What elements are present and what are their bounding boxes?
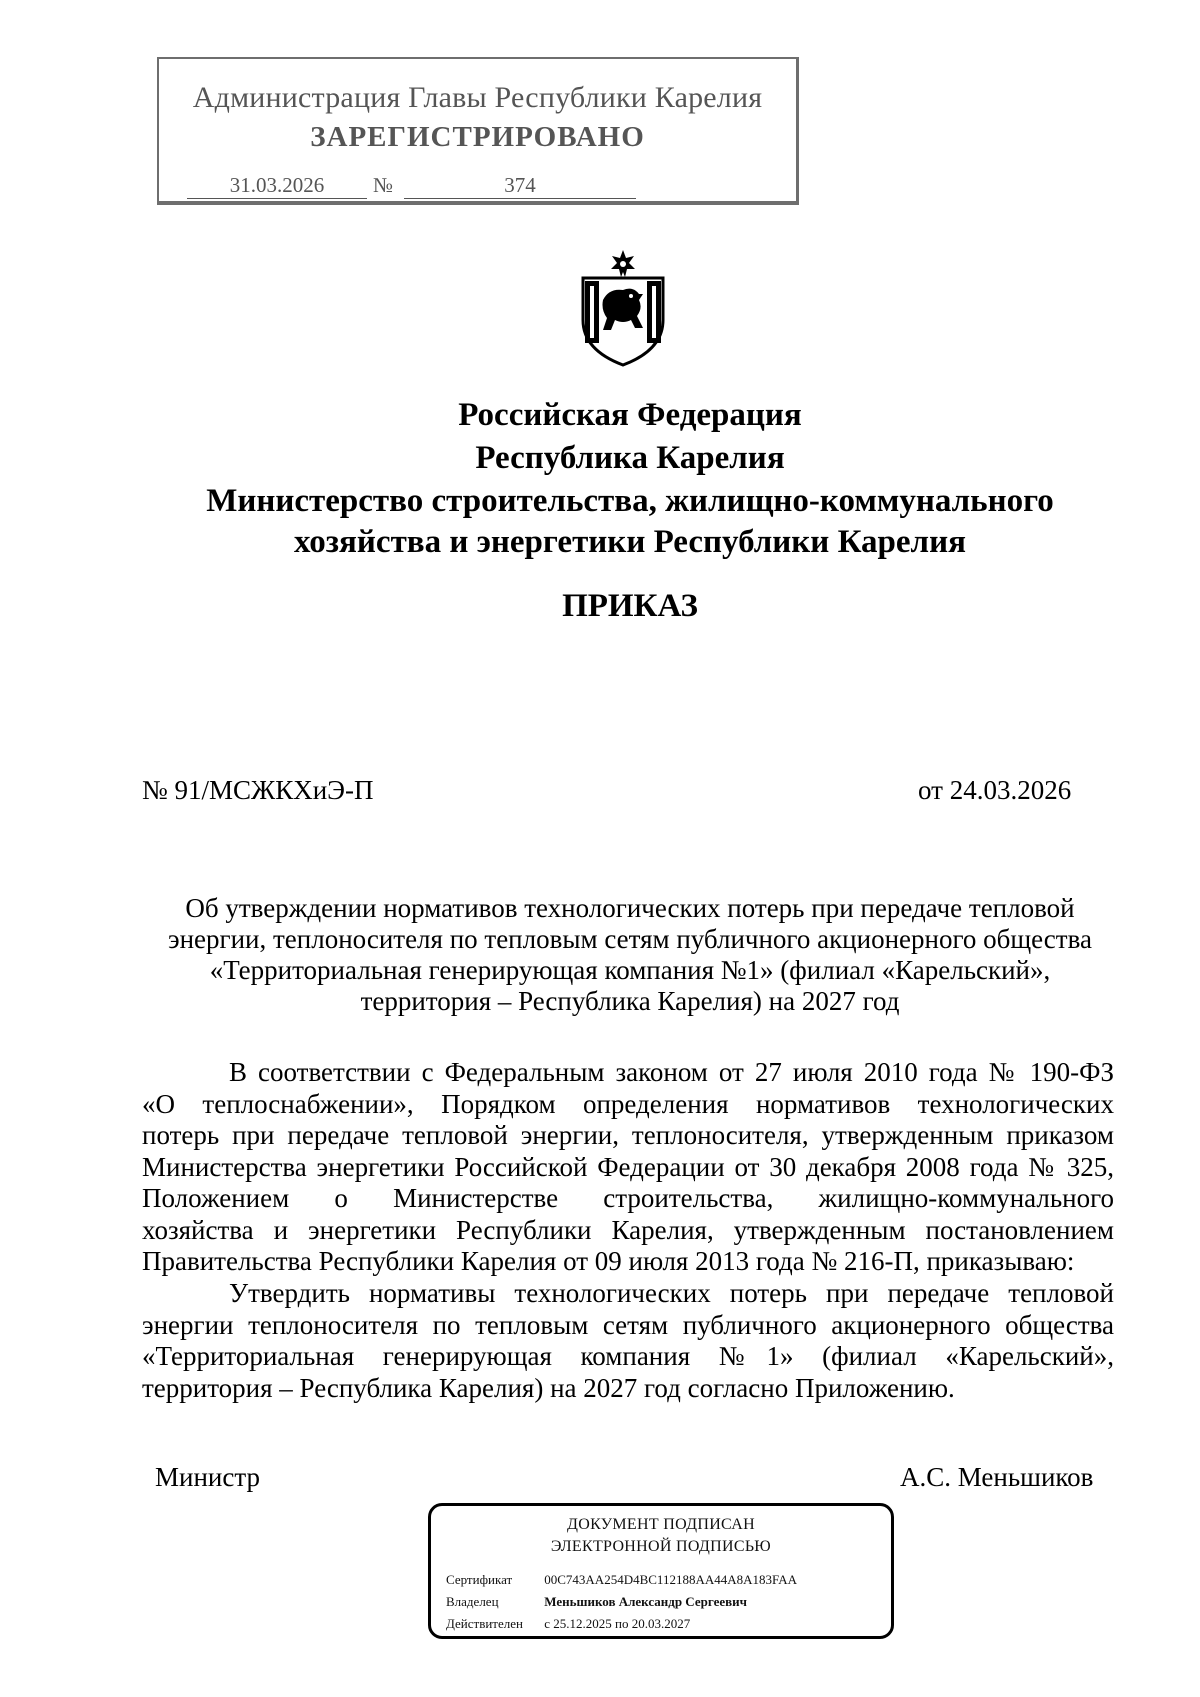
esig-heading-1: ДОКУМЕНТ ПОДПИСАН [567,1516,755,1533]
esig-heading-2: ЭЛЕКТРОННОЙ ПОДПИСЬЮ [550,1538,772,1555]
paragraph-line: Положением о Министерстве строительства, жилищно-коммунального [142,1183,1114,1213]
esig-certificate: 00C743AA254D4BC112188AA44A8A183FAA [544,1572,798,1587]
order-subject [140,893,1120,1017]
signatory-title: Министр [155,1462,260,1492]
esig-owner-row [446,1594,747,1610]
document-type: ПРИКАЗ [562,588,698,624]
esig-valid-label: Действителен [446,1616,523,1631]
karelia-coat-of-arms-icon [573,248,673,368]
paragraph-line: Утвердить нормативы технологических потерь при передаче тепловой [229,1278,1114,1308]
header-region: Республика Карелия [475,440,785,476]
esig-valid-row [446,1616,690,1632]
paragraph-line: хозяйства и энергетики Республики Карелия, утвержденным постановлением [142,1214,1114,1245]
paragraph-line: потерь при передаче тепловой энергии, теплоносителя, утвержденным приказом [142,1120,1114,1150]
order-date: от 24.03.2026 [918,775,1072,805]
paragraph-line: В соответствии с Федеральным законом от 27 июля 2010 года № 190-ФЗ [229,1057,1114,1087]
header-ministry-line2: хозяйства и энергетики Республики Карелия [294,524,966,560]
esig-valid: с 25.12.2025 по 20.03.2027 [544,1616,691,1631]
paragraph-decision-lines [142,1280,1114,1404]
electronic-signature-stamp [428,1503,894,1639]
order-number: № 91/МСЖКХиЭ-П [142,775,374,805]
registration-authority: Администрация Главы Республики Карелия [192,81,763,114]
paragraph-line: энергии теплоносителя по тепловым сетям публичного акционерного общества [142,1309,1114,1340]
subject-line: энергии, теплоносителя по тепловым сетям публичного акционерного общества [168,924,1092,954]
esig-owner: Меньшиков Александр Сергеевич [544,1594,747,1609]
paragraph-line: «Территориальная генерирующая компания №1» (филиал «Карельский», [142,1341,1114,1371]
header-ministry-line1: Министерство строительства, жилищно-коммунального [206,483,1054,519]
subject-line: территория – Республика Карелия) на 2027 год [360,986,900,1016]
paragraph-line: «О теплоснабжении», Порядком определения нормативов технологических [142,1088,1114,1119]
signatory-name: А.С. Меньшиков [900,1462,1094,1492]
paragraph-line: Министерства энергетики Российской Федерации от 30 декабря 2008 года № 325, [142,1151,1114,1182]
registration-date: 31.03.2026 [187,172,367,199]
registration-number: 374 [404,172,636,199]
esig-certificate-row [446,1572,797,1588]
subject-line: Об утверждении нормативов технологических потерь при передаче тепловой [185,893,1075,923]
esig-certificate-label: Сертификат [446,1572,513,1587]
paragraph-legal-basis [142,1057,1114,1278]
registration-number-label: № [373,173,394,197]
paragraph-line: территория – Республика Карелия) на 2027 год согласно Приложению. [142,1372,955,1403]
header-country: Российская Федерация [458,397,802,433]
registration-stamp [157,57,799,205]
paragraph-line: Правительства Республики Карелия от 09 июля 2013 года № 216-П, приказываю: [142,1246,1075,1276]
subject-line: «Территориальная генерирующая компания №1» (филиал «Карельский», [209,955,1051,985]
registration-status: ЗАРЕГИСТРИРОВАНО [310,121,645,153]
esig-owner-label: Владелец [446,1594,499,1609]
